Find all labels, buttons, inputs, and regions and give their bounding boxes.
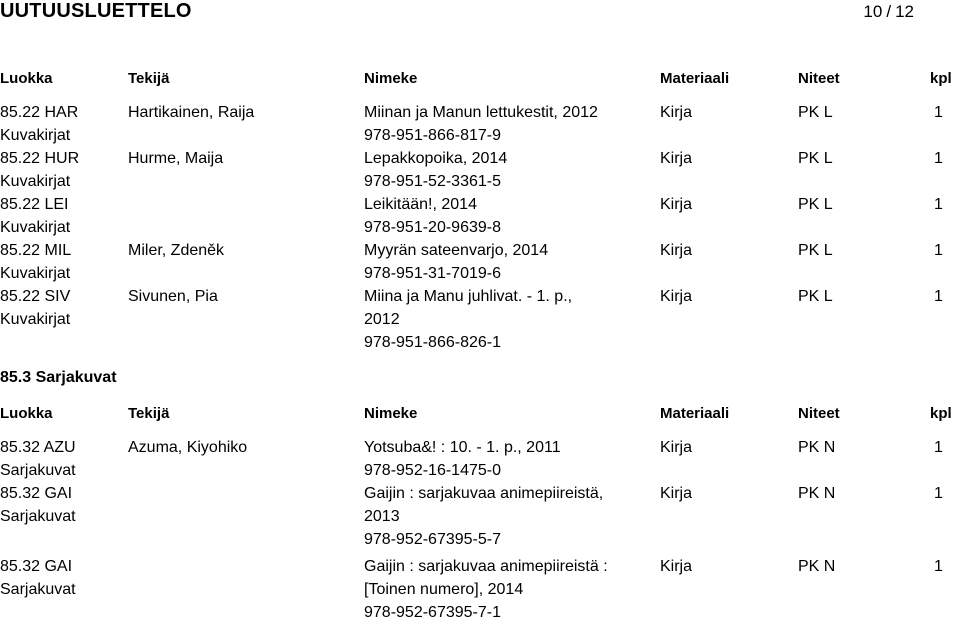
shelf-genre: Kuvakirjat — [0, 311, 71, 328]
cell-kpl: 1 — [934, 150, 943, 167]
cell-niteet: PK L — [798, 104, 833, 121]
title-line: Lepakkopoika, 2014 — [364, 150, 508, 167]
cell-tekija: Miler, Zdeněk — [128, 242, 225, 259]
document-title: UUTUUSLUETTELO — [0, 0, 192, 22]
cell-kpl: 1 — [934, 288, 943, 305]
cell-niteet: PK L — [798, 288, 833, 305]
isbn: 978-952-67395-5-7 — [364, 531, 501, 548]
table-row — [0, 101, 960, 147]
section-title: 85.3 Sarjakuvat — [0, 369, 117, 386]
cell-nimeke — [364, 193, 654, 239]
cell-kpl: 1 — [934, 104, 943, 121]
column-header-row — [0, 70, 960, 92]
column-luokka: Luokka — [0, 405, 53, 422]
shelf-genre: Kuvakirjat — [0, 219, 71, 236]
shelf-class: 85.22 LEI — [0, 196, 69, 213]
shelf-genre: Sarjakuvat — [0, 581, 76, 598]
cell-tekija: Sivunen, Pia — [128, 288, 218, 305]
cell-materiaali: Kirja — [660, 196, 693, 213]
page-separator: / — [886, 2, 892, 21]
isbn: 978-951-20-9639-8 — [364, 219, 501, 236]
shelf-class: 85.32 AZU — [0, 439, 76, 456]
cell-kpl: 1 — [934, 439, 943, 456]
column-tekija: Tekijä — [128, 70, 170, 87]
shelf-class: 85.22 HUR — [0, 150, 80, 167]
table-row — [0, 147, 960, 193]
cell-tekija: Hurme, Maija — [128, 150, 224, 167]
shelf-class: 85.32 GAI — [0, 485, 73, 502]
cell-luokka — [0, 193, 125, 239]
title-line: Miinan ja Manun lettukestit, 2012 — [364, 104, 598, 121]
isbn: 978-951-52-3361-5 — [364, 173, 501, 190]
cell-nimeke — [364, 482, 654, 551]
cell-luokka — [0, 555, 125, 601]
column-materiaali: Materiaali — [660, 405, 730, 422]
column-niteet: Niteet — [798, 70, 840, 87]
column-materiaali: Materiaali — [660, 70, 730, 87]
isbn: 978-951-31-7019-6 — [364, 265, 501, 282]
title-line: [Toinen numero], 2014 — [364, 581, 524, 598]
title-line: Myyrän sateenvarjo, 2014 — [364, 242, 549, 259]
table-row — [0, 193, 960, 239]
shelf-class: 85.32 GAI — [0, 558, 73, 575]
shelf-class: 85.22 MIL — [0, 242, 72, 259]
cell-nimeke — [364, 285, 654, 354]
page-header — [0, 0, 960, 26]
title-line: 2012 — [364, 311, 400, 328]
shelf-class: 85.22 HAR — [0, 104, 79, 121]
table-row — [0, 239, 960, 285]
cell-luokka — [0, 101, 125, 147]
cell-niteet: PK N — [798, 485, 836, 502]
table-body — [0, 436, 960, 628]
cell-materiaali: Kirja — [660, 558, 693, 575]
cell-materiaali: Kirja — [660, 439, 693, 456]
cell-luokka — [0, 482, 125, 528]
title-line: Gaijin : sarjakuvaa animepiireistä : — [364, 558, 608, 575]
cell-nimeke — [364, 101, 654, 147]
cell-materiaali: Kirja — [660, 242, 693, 259]
table-row — [0, 285, 960, 358]
page-number — [863, 2, 914, 22]
cell-niteet: PK L — [798, 150, 833, 167]
cell-niteet: PK L — [798, 242, 833, 259]
cell-luokka — [0, 285, 125, 331]
cell-tekija: Hartikainen, Raija — [128, 104, 255, 121]
shelf-genre: Sarjakuvat — [0, 462, 76, 479]
cell-kpl: 1 — [934, 196, 943, 213]
cell-luokka — [0, 147, 125, 193]
cell-materiaali: Kirja — [660, 150, 693, 167]
title-line: Miina ja Manu juhlivat. - 1. p., — [364, 288, 573, 305]
page-current: 10 — [863, 2, 883, 21]
cell-nimeke — [364, 436, 654, 482]
column-niteet: Niteet — [798, 405, 840, 422]
page-total: 12 — [895, 2, 914, 21]
column-kpl: kpl — [930, 70, 952, 87]
cell-tekija: Azuma, Kiyohiko — [128, 439, 248, 456]
section-kuvakirjat — [0, 70, 960, 358]
title-line: 2013 — [364, 508, 400, 525]
cell-luokka — [0, 436, 125, 482]
shelf-genre: Sarjakuvat — [0, 508, 76, 525]
cell-kpl: 1 — [934, 485, 943, 502]
column-luokka: Luokka — [0, 70, 53, 87]
isbn: 978-952-16-1475-0 — [364, 462, 501, 479]
column-nimeke: Nimeke — [364, 405, 418, 422]
cell-nimeke — [364, 147, 654, 193]
title-line: Leikitään!, 2014 — [364, 196, 477, 213]
cell-luokka — [0, 239, 125, 285]
cell-materiaali: Kirja — [660, 104, 693, 121]
shelf-genre: Kuvakirjat — [0, 265, 71, 282]
table-row — [0, 555, 960, 628]
isbn: 978-951-866-817-9 — [364, 127, 501, 144]
cell-niteet: PK N — [798, 439, 836, 456]
cell-kpl: 1 — [934, 242, 943, 259]
column-tekija: Tekijä — [128, 405, 170, 422]
column-kpl: kpl — [930, 405, 952, 422]
cell-niteet: PK L — [798, 196, 833, 213]
cell-nimeke — [364, 555, 654, 624]
shelf-class: 85.22 SIV — [0, 288, 71, 305]
shelf-genre: Kuvakirjat — [0, 173, 71, 190]
column-header-row — [0, 405, 960, 427]
cell-materiaali: Kirja — [660, 485, 693, 502]
column-nimeke: Nimeke — [364, 70, 418, 87]
table-body — [0, 101, 960, 358]
title-line: Gaijin : sarjakuvaa animepiireistä, — [364, 485, 604, 502]
section-sarjakuvat — [0, 405, 960, 628]
isbn: 978-952-67395-7-1 — [364, 604, 501, 621]
table-row — [0, 436, 960, 482]
cell-niteet: PK N — [798, 558, 836, 575]
table-row — [0, 482, 960, 555]
cell-materiaali: Kirja — [660, 288, 693, 305]
shelf-genre: Kuvakirjat — [0, 127, 71, 144]
title-line: Yotsuba&! : 10. - 1. p., 2011 — [364, 439, 561, 456]
cell-kpl: 1 — [934, 558, 943, 575]
cell-nimeke — [364, 239, 654, 285]
isbn: 978-951-866-826-1 — [364, 334, 501, 351]
